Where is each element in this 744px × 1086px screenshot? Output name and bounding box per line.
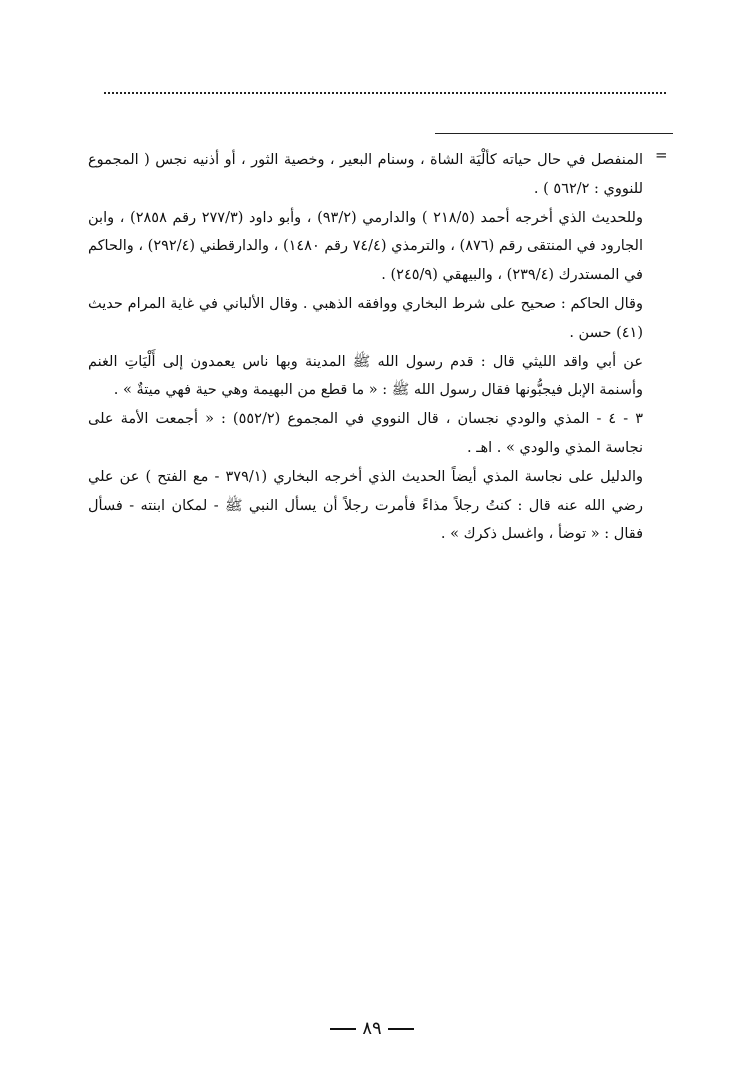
footnote-paragraph-2: وللحديث الذي أخرجه أحمد (٢١٨/٥ ) والدارمي (٩٣/٢) ، وأبو داود (٢٧٧/٣ رقم ٢٨٥٨) ، وابن الجارود في المنتقى رقم (٨٧٦) ، والترمذي (٧٤/٤ رقم ١٤٨٠) ، والدارقطني (٢٩٢/٤) ، والحاكم في المستدرك (٢٣٩/٤) ، والبيهقي (٢٤٥/٩) . [88, 209, 643, 284]
footnote-paragraph-6: والدليل على نجاسة المذي أيضاً الحديث الذي أخرجه البخاري (٣٧٩/١ - مع الفتح ) عن علي رضي الله عنه قال : كنتُ رجلاً مذاءً فأمرت رجلاً أن يسأل النبي ﷺ - لمكان ابنته - فسأل فقال : « توضأ ، واغسل ذكرك » . [88, 468, 643, 543]
page-number-value: ٨٩ [362, 1018, 382, 1039]
footnote-paragraph-1: المنفصل في حال حياته كألْيَة الشاة ، وسنام البعير ، وخصية الثور ، أو أذنيه نجس ( المجموع للنووي : ٥٦٢/٢ ) . [88, 152, 643, 197]
footnote-text-block [88, 146, 643, 549]
page-number-dash-right [388, 1028, 414, 1030]
page-number [0, 1018, 744, 1039]
footnote-paragraph-5: ٣ - ٤ - المذي والودي نجسان ، قال النووي في المجموع (٥٥٢/٢) : « أجمعت الأمة على نجاسة المذي والودي » . اهـ . [88, 411, 643, 456]
page-number-dash-left [330, 1028, 356, 1030]
continuation-mark: = [655, 146, 668, 164]
footnote-paragraph-3: وقال الحاكم : صحيح على شرط البخاري ووافقه الذهبي . وقال الألباني في غاية المرام حديث (٤١) حسن . [88, 295, 643, 341]
header-dotted-rule [104, 92, 666, 94]
footnote-paragraph-4: عن أبي واقد الليثي قال : قدم رسول الله ﷺ المدينة وبها ناس يعمدون إلى أَلْيَاتِ الغنم وأسنمة الإبل فيجبُّونها فقال رسول الله ﷺ : « ما قطع من البهيمة وهي حية فهي ميتةٌ » . [88, 353, 643, 399]
footnote-separator-line [435, 133, 673, 134]
